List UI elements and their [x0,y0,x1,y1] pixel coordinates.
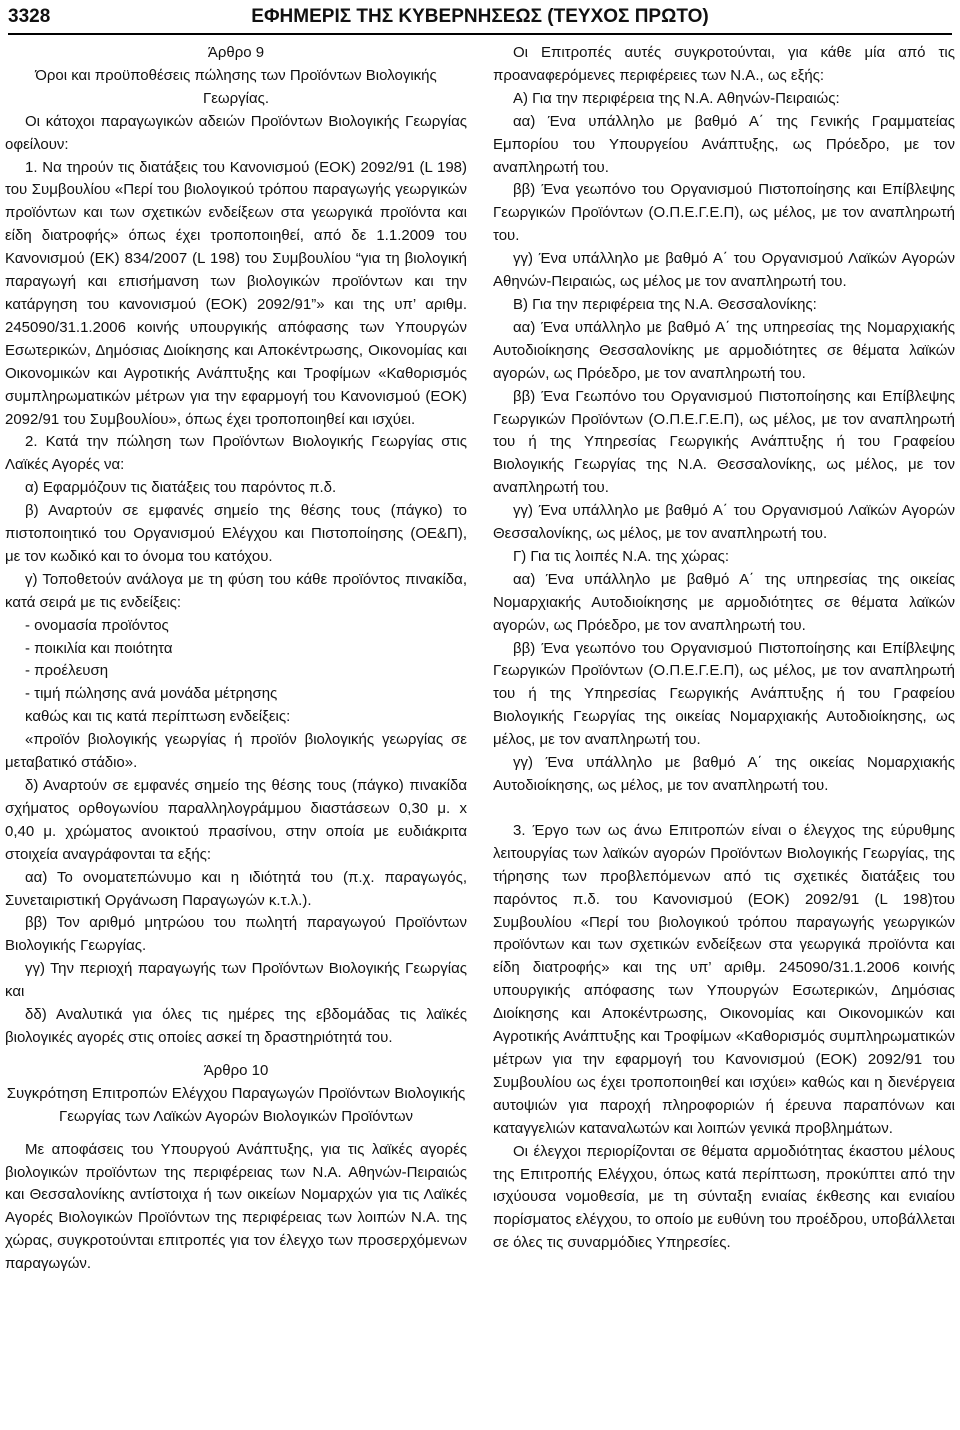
paragraph: ββ) Ένα γεωπόνο του Οργανισμού Πιστοποίησης και Επίβλεψης Γεωργικών Προϊόντων (Ο.Π.Ε.Γ.Ε.Π), ως μέλος, με τον αναπληρωτή του ή της Υπηρεσίας Γεωργικής Ανάπτυξης ή του Γραφείου Βιολογικής Γεωργίας της οικείας Νομαρχιακής Αυτοδιοίκησης, ως μέλος, με τον αναπληρωτή του. [493,639,955,749]
paragraph: Οι Επιτροπές αυτές συγκροτούνται, για κάθε μία από τις προαναφερόμενες περιφέρειες των Ν.Α., ως εξής: [493,44,955,84]
right-column [493,42,955,1255]
paragraph: καθώς και τις κατά περίπτωση ενδείξεις: [25,708,291,726]
paragraph: Οι κάτοχοι παραγωγικών αδειών Προϊόντων Βιολογικής Γεωργίας οφείλουν: [5,112,467,153]
heading-line: Όροι και προϋποθέσεις πώλησης των Προϊόντων Βιολογικής Γεωργίας. [35,66,437,107]
paragraph: γγ) Ένα υπάλληλο με βαθμό Α΄ της οικείας Νομαρχιακής Αυτοδιοίκησης, ως μέλος, με τον αναπληρωτή του. [493,754,955,794]
paragraph: γγ) Ένα υπάλληλο με βαθμό Α΄ του Οργανισμού Λαϊκών Αγορών Αθηνών-Πειραιώς, ως μέλος με τον αναπληρωτή του. [493,250,955,291]
paragraph: «προϊόν βιολογικής γεωργίας ή προϊόν βιολογικής γεωργίας σε μεταβατικό στάδιο». [5,731,467,772]
paragraph: - ονομασία προϊόντος [25,616,169,634]
paragraph: - ποικιλία και ποιότητα [25,639,173,657]
paragraph: Με αποφάσεις του Υπουργού Ανάπτυξης, για τις λαϊκές αγορές βιολογικών προϊόντων της περιφέρειας των Ν.Α. Αθηνών-Πειραιώς και Θεσσαλονίκης αντίστοιχα ή των οικείων Νομαρχών για τις Λαϊκές Αγορές Βιολογικών Προϊόντων της περιφέρειας των λοιπών Ν.Α. της χώρας, συγκροτούνται επιτροπές για τον έλεγχο των προσερχόμενων παραγωγών. [5,1140,467,1273]
paragraph: ββ) Ένα γεωπόνο του Οργανισμού Πιστοποίησης και Επίβλεψης Γεωργικών Προϊόντων (Ο.Π.Ε.Γ.Ε.Π), ως μέλος, με τον αναπληρωτή του. [493,181,955,245]
paragraph: γ) Τοποθετούν ανάλογα με τη φύση του κάθε προϊόντος πινακίδα, κατά σειρά με τις ενδείξεις: [5,570,467,611]
paragraph: ββ) Τον αριθμό μητρώου του πωλητή παραγωγού Προϊόντων Βιολογικής Γεωργίας. [5,914,467,955]
paragraph: Οι έλεγχοι περιορίζονται σε θέματα αρμοδιότητας έκαστου μέλους της Επιτροπής Ελέγχου, όπως κατά περίπτωση, προκύπτει από την ισχύουσα νομοθεσία, με τη σύνταξη ενιαίας έκθεσης και ενιαίου πορίσματος ελέγχου, το οποίο με ευθύνη του προέδρου, υποβάλλεται σε όλες τις συναρμόδιες Υπηρεσίες. [493,1142,955,1252]
paragraph: Β) Για την περιφέρεια της Ν.Α. Θεσσαλονίκης: [513,295,817,313]
paragraph: αα) Ένα υπάλληλο με βαθμό Α΄ της υπηρεσίας της οικείας Νομαρχιακής Αυτοδιοίκησης με αρμοδιότητες σε θέματα λαϊκών αγορών, ως Πρόεδρο, με τον αναπληρωτή του. [493,570,955,634]
paragraph: ββ) Ένα Γεωπόνο του Οργανισμού Πιστοποίησης και Επίβλεψης Γεωργικών Προϊόντων (Ο.Π.Ε.Γ.Ε.Π), ως μέλος, με τον αναπληρωτή του ή της Υπηρεσίας Γεωργικής Ανάπτυξης ή του Γραφείου Βιολογικής Γεωργίας της Ν.Α. Θεσσαλονίκης, ως μέλος, με τον αναπληρωτή του. [493,387,955,497]
paragraph: α) Εφαρμόζουν τις διατάξεις του παρόντος π.δ. [25,479,337,497]
paragraph: β) Αναρτούν σε εμφανές σημείο της θέσης τους (πάγκο) το πιστοποιητικό του Οργανισμού Ελέγχου και Πιστοποίησης (ΟΕ&Π), με τον κωδικό και το όνομα του κατόχου. [5,502,467,565]
paragraph: αα) Ένα υπάλληλο με βαθμό Α΄ της Γενικής Γραμματείας Εμπορίου του Υπουργείου Ανάπτυξης, ως Πρόεδρο, με τον αναπληρωτή του. [493,112,955,176]
paragraph: Α) Για την περιφέρεια της Ν.Α. Αθηνών-Πειραιώς: [513,89,840,107]
paragraph: γγ) Ένα υπάλληλο με βαθμό Α΄ του Οργανισμού Λαϊκών Αγορών Θεσσαλονίκης, ως μέλος, με τον αναπληρωτή του. [493,502,955,543]
paragraph: αα) Το ονοματεπώνυμο και η ιδιότητά του (π.χ. παραγωγός, Συνεταιριστική Οργάνωση Παραγωγών κ.τ.λ.). [5,868,467,909]
paragraph: δδ) Αναλυτικά για όλες τις ημέρες της εβδομάδας τις λαϊκές βιολογικές αγορές στις οποίες ασκεί τη δραστηριότητά του. [5,1006,467,1046]
paragraph: 1. Να τηρούν τις διατάξεις του Κανονισμού (ΕΟΚ) 2092/91 (L 198) του Συμβουλίου «Περί του βιολογικού τρόπου παραγωγής γεωργικών προϊόντων και των σχετικών ενδείξεων στα γεωργικά προϊόντα και είδη διατροφής» όπως έχει τροποποιηθεί, από δε 1.1.2009 του Κανονισμού (ΕΚ) 834/2007 (L 198) του Συμβουλίου “για τη βιολογική παραγωγή και επισήμανση των βιολογικών προϊόντων και την κατάργηση του κανονισμού (ΕΟΚ) 2092/91”» και της υπ’ αριθμ. 245090/31.1.2006 κοινής υπουργικής απόφασης των Υπουργών Εσωτερικών, Δημόσιας Διοίκησης και Αποκέντρωσης, Οικονομίας και Οικονομικών και Αγροτικής Ανάπτυξης και Τροφίμων «Καθορισμός συμπληρωματικών μέτρων για την εφαρμογή του Κανονισμού (ΕΟΚ) 2092/91 του Συμβουλίου», όπως έχει τροποποιηθεί και ισχύει. [5,158,467,428]
paragraph: δ) Αναρτούν σε εμφανές σημείο της θέσης τους (πάγκο) πινακίδα σχήματος ορθογωνίου παραλληλογράμμου διαστάσεων 0,30 μ. x 0,40 μ. χρώματος ανοικτού πρασίνου, στην οποία με ευδιάκριτα στοιχεία αναγράφονται τα εξής: [5,777,467,863]
paragraph: - προέλευση [25,662,109,680]
header-rule [8,33,952,35]
paragraph: - τιμή πώλησης ανά μονάδα μέτρησης [25,685,278,703]
paragraph: αα) Ένα υπάλληλο με βαθμό Α΄ της υπηρεσίας της Νομαρχιακής Αυτοδιοίκησης Θεσσαλονίκης με αρμοδιότητες σε θέματα λαϊκών αγορών, ως Πρόεδρο, με τον αναπληρωτή του. [493,318,955,382]
paragraph: Γ) Για τις λοιπές Ν.Α. της χώρας: [513,547,730,565]
paragraph: γγ) Την περιοχή παραγωγής των Προϊόντων Βιολογικής Γεωργίας και [5,960,467,1001]
page-header [8,2,952,36]
publication-title: ΕΦΗΜΕΡΙΣ ΤΗΣ ΚΥΒΕΡΝΗΣΕΩΣ (ΤΕΥΧΟΣ ΠΡΩΤΟ) [251,6,709,27]
heading-line: Άρθρο 9 [207,44,265,61]
page-number: 3328 [8,6,51,27]
left-column [5,42,467,1276]
paragraph: 3. Έργο των ως άνω Επιτροπών είναι ο έλεγχος της εύρυθμης λειτουργίας των λαϊκών αγορών Προϊόντων Βιολογικής Γεωργίας, της τήρησης των προβλεπόμενων από τις σχετικές διατάξεις του παρόντος π.δ. του Κανονισμού (ΕΟΚ) 2092/91 (L 198)του Συμβουλίου «Περί του βιολογικού τρόπου παραγωγής γεωργικών προϊόντων και των σχετικών ενδείξεων στα γεωργικά προϊόντα και είδη διατροφής» και της υπ’ αριθμ. 245090/31.1.2006 κοινής υπουργικής απόφασης των Υπουργών Εσωτερικών, Δημόσιας Διοίκησης και Αποκέντρωσης, Οικονομίας και Οικονομικών και Αγροτικής Ανάπτυξης και Τροφίμων «Καθορισμός συμπληρωματικών μέτρων για την εφαρμογή του Κανονισμού (ΕΟΚ) 2092/91 του Συμβουλίου ως έχει τροποποιηθεί και ισχύει» καθώς και η διενέργεια αυτοψιών για παροχή πληροφοριών ή έρευνα παραπόνων και καταγγελιών καταναλωτών και λοιπών γενικά προβλημάτων. [493,821,955,1137]
paragraph: 2. Κατά την πώληση των Προϊόντων Βιολογικής Γεωργίας στις Λαϊκές Αγορές να: [5,433,467,474]
heading-line: Συγκρότηση Επιτροπών Ελέγχου Παραγωγών Προϊόντων Βιολογικής Γεωργίας των Λαϊκών Αγορών Βιολογικών Προϊόντων [6,1084,466,1125]
heading-line: Άρθρο 10 [203,1061,269,1079]
